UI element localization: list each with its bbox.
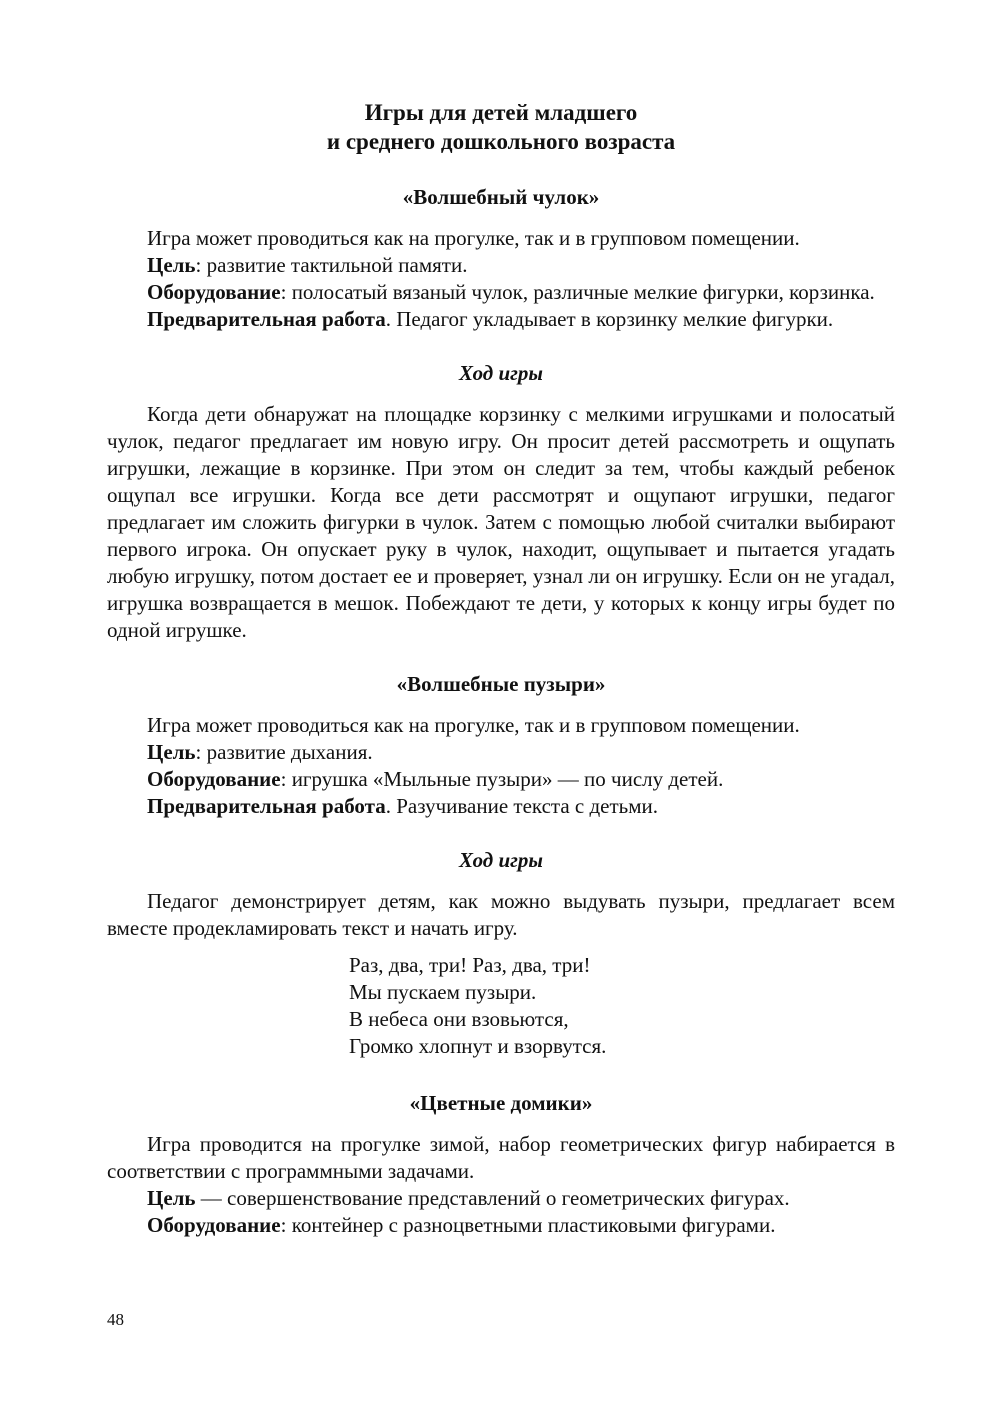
preparation-text: . Педагог укладывает в корзинку мелкие фигурки. bbox=[385, 307, 834, 331]
poem bbox=[349, 952, 895, 1060]
page-title bbox=[107, 98, 895, 156]
game-intro: Игра проводится на прогулке зимой, набор геометрических фигур набирается в соответствии с программными задачами. bbox=[107, 1132, 895, 1183]
goal-text: : развитие тактильной памяти. bbox=[195, 253, 468, 277]
game-intro: Игра может проводиться как на прогулке, так и в групповом помещении. bbox=[147, 226, 800, 250]
game-intro: Игра может проводиться как на прогулке, так и в групповом помещении. bbox=[147, 713, 800, 737]
goal-text: — совершенствование представлений о геометрических фигурах. bbox=[195, 1186, 790, 1210]
equipment-text: : полосатый вязаный чулок, различные мелкие фигурки, корзинка. bbox=[280, 280, 875, 304]
preparation-label: Предварительная работа bbox=[147, 794, 386, 818]
course-heading: Ход игры bbox=[459, 361, 543, 385]
poem-line: Мы пускаем пузыри. bbox=[349, 980, 537, 1004]
equipment-label: Оборудование bbox=[147, 767, 281, 791]
goal-text: : развитие дыхания. bbox=[195, 740, 373, 764]
equipment-label: Оборудование bbox=[147, 280, 281, 304]
game-heading: «Волшебные пузыри» bbox=[396, 672, 606, 696]
goal-label: Цель bbox=[147, 740, 196, 764]
game-preparation bbox=[107, 793, 895, 820]
poem-line: Громко хлопнут и взорвутся. bbox=[349, 1034, 607, 1058]
page-title-line-2: и среднего дошкольного возраста bbox=[326, 129, 676, 154]
poem-line: Раз, два, три! Раз, два, три! bbox=[349, 953, 591, 977]
page-number: 48 bbox=[107, 1310, 124, 1329]
goal-label: Цель bbox=[147, 1186, 196, 1210]
preparation-label: Предварительная работа bbox=[147, 307, 386, 331]
game-goal bbox=[107, 252, 895, 279]
preparation-text: . Разучивание текста с детьми. bbox=[385, 794, 659, 818]
game-preparation bbox=[107, 306, 895, 333]
equipment-text: : игрушка «Мыльные пузыри» — по числу детей. bbox=[280, 767, 724, 791]
game-equipment bbox=[107, 279, 895, 306]
game-section-colored-houses bbox=[107, 1090, 895, 1239]
course-heading: Ход игры bbox=[459, 848, 543, 872]
game-goal bbox=[107, 1185, 895, 1212]
course-text: Когда дети обнаружат на площадке корзинку с мелкими игрушками и полосатый чулок, педагог предлагает им новую игру. Он просит детей рассмотреть и ощупать игрушки, лежащие в корзинке. При этом он следит за тем, чтобы каждый ребенок ощупал все игрушки. Когда все дети рассмотрят и ощупают игрушки, педагог предлагает им сложить фигурки в чулок. Затем с помощью любой считалки выбирают первого игрока. Он опускает руку в чулок, находит, ощупывает и пытается угадать любую игрушку, потом достает ее и проверяет, узнал ли он игрушку. Если он не угадал, игрушка возвращается в мешок. Побеждают те дети, у которых к концу игры будет по одной игрушке. bbox=[107, 402, 895, 642]
equipment-label: Оборудование bbox=[147, 1213, 281, 1237]
game-heading: «Цветные домики» bbox=[409, 1091, 593, 1115]
game-equipment bbox=[107, 766, 895, 793]
game-course-magic-bubbles bbox=[107, 847, 895, 1060]
game-section-magic-stocking bbox=[107, 184, 895, 333]
game-section-magic-bubbles bbox=[107, 671, 895, 820]
page-content bbox=[107, 98, 895, 1239]
goal-label: Цель bbox=[147, 253, 196, 277]
poem-line: В небеса они взовьются, bbox=[349, 1007, 569, 1031]
game-course-magic-stocking bbox=[107, 360, 895, 644]
equipment-text: : контейнер с разноцветными пластиковыми фигурами. bbox=[280, 1213, 776, 1237]
page-title-line-1: Игры для детей младшего bbox=[364, 100, 638, 125]
course-text: Педагог демонстрирует детям, как можно выдувать пузыри, предлагает всем вместе продекламировать текст и начать игру. bbox=[107, 889, 895, 940]
game-equipment bbox=[107, 1212, 895, 1239]
game-goal bbox=[107, 739, 895, 766]
game-heading: «Волшебный чулок» bbox=[402, 185, 600, 209]
